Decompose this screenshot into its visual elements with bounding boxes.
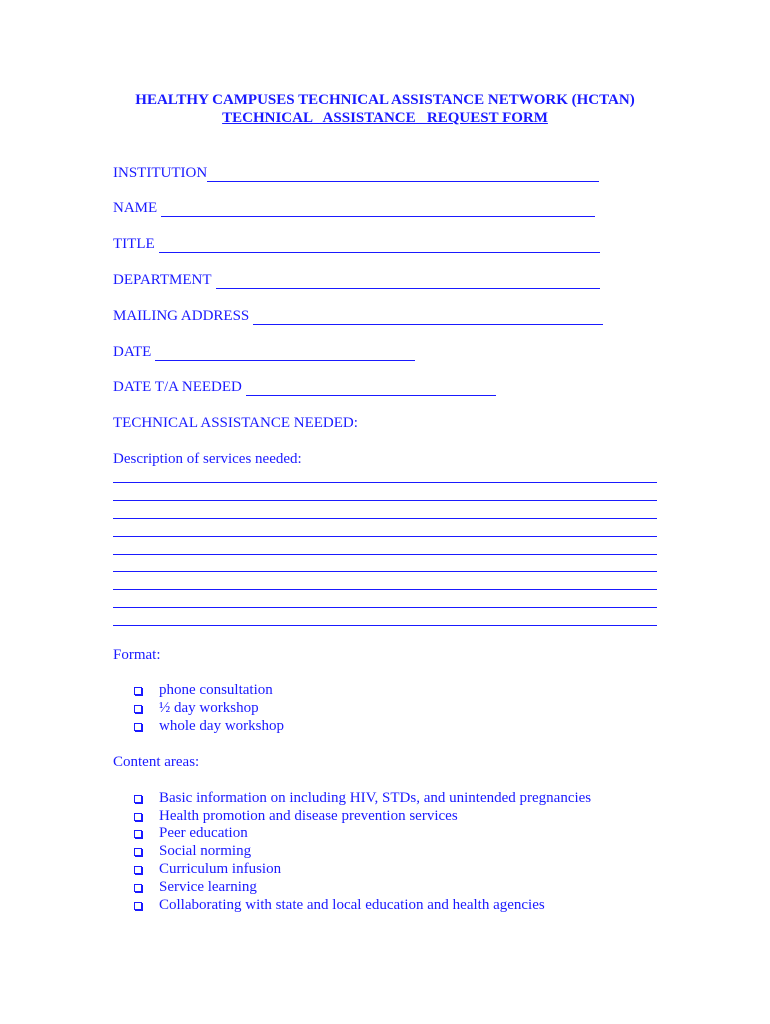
checkbox-icon[interactable] xyxy=(134,830,142,838)
department-label: DEPARTMENT xyxy=(113,272,212,288)
name-label: NAME xyxy=(113,200,158,216)
mailing-address-label: MAILING ADDRESS xyxy=(113,308,250,324)
content-option-label: Basic information on including HIV, STDs, and unintended pregnancies xyxy=(159,790,592,806)
date-line[interactable] xyxy=(155,348,415,361)
description-line[interactable] xyxy=(113,571,657,572)
institution-line[interactable] xyxy=(207,169,599,182)
department-field[interactable] xyxy=(113,272,600,289)
mailing-address-field[interactable] xyxy=(113,308,603,325)
format-option-label: whole day workshop xyxy=(159,718,284,734)
title-field[interactable] xyxy=(113,236,600,253)
content-areas-heading: Content areas: xyxy=(113,754,200,770)
description-line[interactable] xyxy=(113,500,657,501)
description-line[interactable] xyxy=(113,607,657,608)
content-option[interactable] xyxy=(134,825,248,842)
form-subtitle: TECHNICAL ASSISTANCE REQUEST FORM xyxy=(222,110,548,126)
content-option[interactable] xyxy=(134,897,545,914)
form-title: HEALTHY CAMPUSES TECHNICAL ASSISTANCE NETWORK (HCTAN) xyxy=(135,92,635,108)
checkbox-icon[interactable] xyxy=(134,687,142,695)
date-ta-needed-field[interactable] xyxy=(113,379,496,396)
format-option-label: phone consultation xyxy=(159,682,273,698)
checkbox-icon[interactable] xyxy=(134,705,142,713)
title-label: TITLE xyxy=(113,236,155,252)
content-option[interactable] xyxy=(134,861,281,878)
format-option[interactable] xyxy=(134,682,273,699)
name-line[interactable] xyxy=(161,204,595,217)
date-field[interactable] xyxy=(113,344,415,361)
format-option-label: ½ day workshop xyxy=(159,700,259,716)
department-line[interactable] xyxy=(216,276,600,289)
content-option-label: Peer education xyxy=(159,825,248,841)
format-option[interactable] xyxy=(134,718,284,735)
description-line[interactable] xyxy=(113,589,657,590)
content-option-label: Health promotion and disease prevention services xyxy=(159,808,458,824)
description-line[interactable] xyxy=(113,518,657,519)
content-option-label: Curriculum infusion xyxy=(159,861,282,877)
institution-label: INSTITUTION xyxy=(113,165,208,181)
description-label: Description of services needed: xyxy=(113,451,302,467)
mailing-address-line[interactable] xyxy=(253,312,603,325)
checkbox-icon[interactable] xyxy=(134,795,142,803)
date-label: DATE xyxy=(113,344,152,360)
content-option[interactable] xyxy=(134,879,257,896)
content-option-label: Collaborating with state and local education and health agencies xyxy=(159,897,545,913)
content-option[interactable] xyxy=(134,790,591,807)
content-option-label: Social norming xyxy=(159,843,252,859)
content-option[interactable] xyxy=(134,808,458,825)
content-option[interactable] xyxy=(134,843,251,860)
checkbox-icon[interactable] xyxy=(134,848,142,856)
checkbox-icon[interactable] xyxy=(134,902,142,910)
checkbox-icon[interactable] xyxy=(134,866,142,874)
title-line[interactable] xyxy=(159,240,600,253)
checkbox-icon[interactable] xyxy=(134,884,142,892)
checkbox-icon[interactable] xyxy=(134,723,142,731)
date-ta-needed-label: DATE T/A NEEDED xyxy=(113,379,242,395)
description-line[interactable] xyxy=(113,482,657,483)
content-option-label: Service learning xyxy=(159,879,257,895)
checkbox-icon[interactable] xyxy=(134,813,142,821)
description-line[interactable] xyxy=(113,536,657,537)
name-field[interactable] xyxy=(113,200,595,217)
date-ta-needed-line[interactable] xyxy=(246,383,496,396)
format-heading: Format: xyxy=(113,647,161,663)
institution-field[interactable] xyxy=(113,165,599,182)
description-line[interactable] xyxy=(113,554,657,555)
description-line[interactable] xyxy=(113,625,657,626)
format-option[interactable] xyxy=(134,700,259,717)
ta-needed-heading: TECHNICAL ASSISTANCE NEEDED: xyxy=(113,415,358,431)
